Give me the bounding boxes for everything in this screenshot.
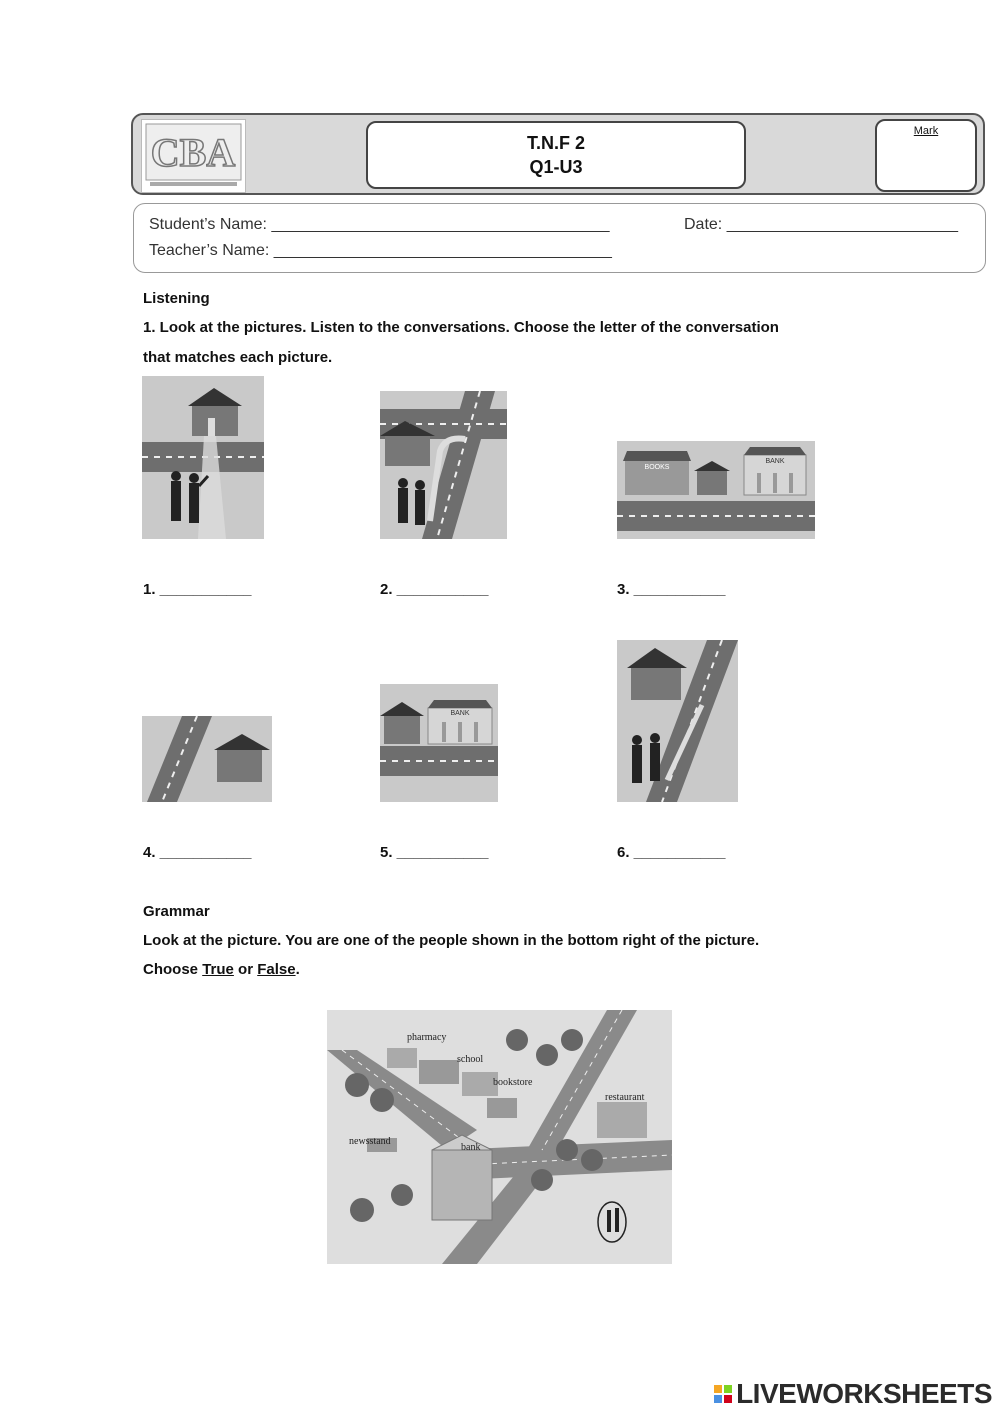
grammar-instruction-2	[143, 961, 300, 978]
map-label-restaurant: restaurant	[605, 1092, 645, 1103]
picture-3	[617, 441, 815, 539]
grammar-heading: Grammar	[143, 903, 210, 920]
answer-1[interactable]: 1. ___________	[143, 581, 252, 598]
map-label-bookstore: bookstore	[493, 1077, 533, 1088]
school-logo	[141, 119, 246, 193]
test-title: T.N.F 2	[526, 133, 585, 153]
picture-6	[617, 640, 738, 802]
logo-text: CBA	[150, 130, 236, 175]
test-code: Q1-U3	[529, 157, 583, 177]
names-box	[133, 203, 986, 273]
listening-instruction-1: 1. Look at the pictures. Listen to the conversations. Choose the letter of the conversation	[143, 319, 779, 336]
map-label-newsstand: newsstand	[349, 1136, 391, 1147]
answer-3[interactable]: 3. ___________	[617, 581, 726, 598]
books-sign: BOOKS	[644, 464, 670, 471]
teacher-name-field[interactable]: Teacher’s Name: ______________________________________	[149, 242, 612, 259]
choose-text: Choose	[143, 961, 199, 978]
period-text: .	[295, 961, 300, 978]
liveworksheets-logo	[714, 1378, 992, 1410]
student-name-field[interactable]: Student’s Name: ______________________________________	[149, 216, 610, 233]
map-label-pharmacy: pharmacy	[407, 1032, 447, 1043]
date-field[interactable]: Date: __________________________	[684, 216, 959, 233]
mark-box[interactable]	[875, 119, 977, 192]
grammar-instruction-1: Look at the picture. You are one of the people shown in the bottom right of the picture.	[143, 932, 760, 949]
true-word: True	[202, 961, 234, 978]
bank-sign-2: BANK	[450, 710, 470, 717]
picture-1	[142, 376, 264, 539]
picture-5	[380, 684, 498, 802]
listening-heading: Listening	[143, 290, 210, 307]
picture-2	[380, 391, 507, 539]
answer-2[interactable]: 2. ___________	[380, 581, 489, 598]
mark-label: Mark	[913, 125, 939, 137]
liveworksheets-icon	[714, 1385, 732, 1403]
map-label-school: school	[457, 1054, 484, 1065]
town-map	[327, 1010, 672, 1264]
map-label-bank: bank	[461, 1142, 481, 1153]
or-text: or	[238, 961, 254, 978]
listening-instruction-2: that matches each picture.	[143, 349, 333, 366]
false-word: False	[257, 961, 296, 978]
brand-name: LIVEWORKSHEETS	[736, 1378, 992, 1409]
test-title-box	[366, 121, 746, 189]
bank-sign: BANK	[765, 458, 785, 465]
picture-4	[142, 716, 272, 802]
answer-4[interactable]: 4. ___________	[143, 844, 252, 861]
answer-6[interactable]: 6. ___________	[617, 844, 726, 861]
answer-5[interactable]: 5. ___________	[380, 844, 489, 861]
